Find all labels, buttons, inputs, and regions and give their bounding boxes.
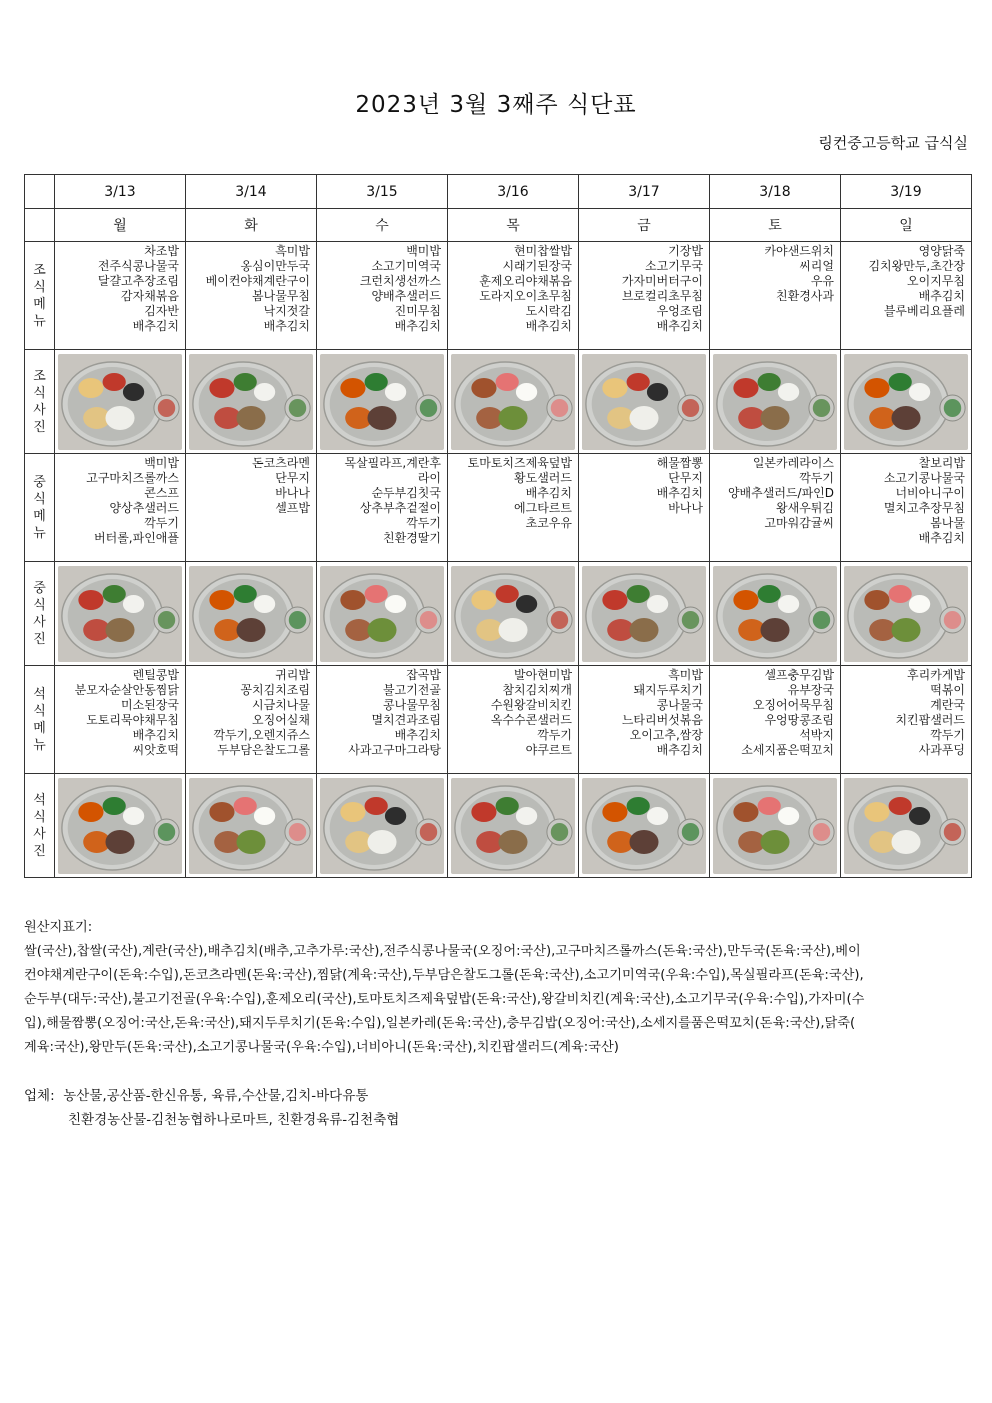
- photo-frame: [189, 566, 313, 662]
- photo-cell: [710, 774, 841, 878]
- origin-line: 계육:국산),왕만두(돈육:국산),소고기콩나물국(우육:수입),너비아니(돈육:국산),치킨팝샐러드(계육:국산): [24, 1040, 619, 1055]
- menu-item: 토마토치즈제육덮밥: [467, 456, 572, 470]
- menu-item: 찰보리밥: [918, 456, 965, 470]
- menu-item: 사과고구마그라탕: [348, 743, 441, 757]
- date-cell: 3/18: [710, 175, 841, 209]
- menu-item: 소고기콩나물국: [883, 471, 965, 485]
- vendor-info: [24, 1084, 399, 1132]
- photo-cell: [710, 562, 841, 666]
- menu-item: 바나나: [275, 486, 310, 500]
- menu-item: 후리카게밥: [907, 668, 965, 682]
- meal-photo: [451, 778, 575, 874]
- menu-item: 백미밥: [406, 244, 441, 258]
- menu-item: 콘스프: [144, 486, 179, 500]
- day-cell: 월: [55, 209, 186, 242]
- origin-line: 컨야채계란구이(돈육:수입),돈코츠라멘(돈육:국산),찜닭(계육:국산),두부담은찰도그롤(돈육:국산),소고기미역국(우육:수입),목실필라프(돈육:국산),: [24, 968, 864, 983]
- photo-cell: [579, 562, 710, 666]
- meal-photo: [713, 566, 837, 662]
- meal-photo: [451, 354, 575, 450]
- menu-item: 현미찹쌀밥: [514, 244, 572, 258]
- origin-notes: [24, 916, 974, 1060]
- menu-item: 씨리얼: [799, 259, 834, 273]
- photo-frame: [582, 354, 706, 450]
- menu-item: 차조밥: [144, 244, 179, 258]
- photo-cell: [186, 350, 317, 454]
- menu-item: 친환경사과: [776, 289, 834, 303]
- menu-item: 도시락김: [525, 304, 572, 318]
- photo-cell: [448, 350, 579, 454]
- photo-frame: [189, 354, 313, 450]
- menu-item: 소고기미역국: [371, 259, 441, 273]
- menu-item: 석박지: [799, 728, 834, 742]
- menu-item: 감자채볶음: [121, 289, 179, 303]
- photo-frame: [844, 566, 968, 662]
- meal-photo: [189, 566, 313, 662]
- menu-item: 흑미밥: [668, 668, 703, 682]
- date-cell: 3/13: [55, 175, 186, 209]
- menu-item: 봄나물: [930, 516, 965, 530]
- photo-cell: [317, 774, 448, 878]
- row-label-char: 중: [33, 474, 46, 490]
- meal-photo: [189, 778, 313, 874]
- row-label-char: 사: [33, 826, 46, 842]
- photo-frame: [320, 778, 444, 874]
- corner-cell: [25, 175, 55, 209]
- row-label-char: 메: [33, 508, 46, 524]
- menu-item: 초코우유: [525, 516, 572, 530]
- menu-item: 고마워감귤씨: [764, 516, 834, 530]
- meal-photo: [320, 566, 444, 662]
- menu-item: 기장밥: [668, 244, 703, 258]
- menu-item: 배추김치: [132, 319, 179, 333]
- row-label-char: 사: [33, 402, 46, 418]
- row-label-char: 메: [33, 720, 46, 736]
- menu-item: 해물짬뽕: [656, 456, 703, 470]
- menu-item: 백미밥: [144, 456, 179, 470]
- menu-item: 깍두기: [799, 471, 834, 485]
- menu-item: 발아현미밥: [514, 668, 572, 682]
- date-row: [25, 175, 972, 209]
- photo-frame: [582, 778, 706, 874]
- menu-cell: [317, 666, 448, 774]
- meal-photo: [844, 354, 968, 450]
- photo-frame: [451, 354, 575, 450]
- vendor-label: 업체:: [24, 1088, 55, 1104]
- menu-item: 깍두기: [930, 728, 965, 742]
- menu-item: 라이: [417, 471, 441, 485]
- menu-item: 씨앗호떡: [132, 743, 179, 757]
- photo-frame: [451, 566, 575, 662]
- menu-item: 영양닭죽: [918, 244, 965, 258]
- vendor-line-2: 친환경농산물-김천농협하나로마트, 친환경육류-김천축협: [68, 1112, 400, 1128]
- menu-cell: [55, 454, 186, 562]
- photo-frame: [320, 354, 444, 450]
- menu-cell: [55, 666, 186, 774]
- date-cell: 3/17: [579, 175, 710, 209]
- menu-item: 배추김치: [656, 319, 703, 333]
- row-label-char: 뉴: [33, 737, 46, 753]
- menu-item: 순두부김칫국: [371, 486, 441, 500]
- menu-item: 셀프밥: [275, 501, 310, 515]
- menu-cell: [841, 666, 972, 774]
- menu-item: 야쿠르트: [525, 743, 572, 757]
- menu-item: 에그타르트: [514, 501, 572, 515]
- menu-item: 오이고추,쌈장: [629, 728, 703, 742]
- meal-photo: [58, 778, 182, 874]
- photo-cell: [841, 350, 972, 454]
- meal-table: [24, 174, 972, 878]
- date-cell: 3/16: [448, 175, 579, 209]
- menu-item: 소세지품은떡꼬치: [741, 743, 834, 757]
- menu-item: 배추김치: [263, 319, 310, 333]
- menu-item: 꽁치김치조림: [240, 683, 310, 697]
- menu-item: 귀리밥: [275, 668, 310, 682]
- meal-photo: [320, 354, 444, 450]
- menu-cell: [55, 242, 186, 350]
- menu-item: 셀프충무김밥: [764, 668, 834, 682]
- menu-item: 배추김치: [525, 319, 572, 333]
- dinner-photo-row: [25, 774, 972, 878]
- photo-cell: [448, 774, 579, 878]
- menu-item: 브로컬리초무침: [621, 289, 703, 303]
- menu-item: 계란국: [930, 698, 965, 712]
- menu-item: 두부담은찰도그롤: [217, 743, 310, 757]
- menu-item: 깍두기: [144, 516, 179, 530]
- row-label-char: 조: [33, 368, 46, 384]
- meal-photo: [320, 778, 444, 874]
- menu-item: 돈코츠라멘: [252, 456, 310, 470]
- day-cell: 금: [579, 209, 710, 242]
- menu-item: 깍두기,오렌지쥬스: [213, 728, 310, 742]
- photo-cell: [579, 774, 710, 878]
- origin-line: 입),해물짬뽕(오징어:국산,돈육:국산),돼지두루치기(돈육:수입),일본카레(돈육:국산),충무김밥(오징어:국산),소세지를품은떡꼬치(돈육:국산),닭죽(: [24, 1016, 856, 1031]
- menu-cell: [579, 242, 710, 350]
- row-label-char: 식: [33, 597, 46, 613]
- menu-item: 시금치나물: [252, 698, 310, 712]
- menu-item: 미소된장국: [121, 698, 179, 712]
- lunch-menu-row: [25, 454, 972, 562]
- menu-item: 옹심이만두국: [240, 259, 310, 273]
- meal-photo: [582, 354, 706, 450]
- menu-item: 배추김치: [394, 728, 441, 742]
- breakfast-menu-row-label: [25, 242, 55, 350]
- menu-item: 수원왕갈비치킨: [490, 698, 572, 712]
- row-label-char: 조: [33, 262, 46, 278]
- menu-item: 깍두기: [406, 516, 441, 530]
- photo-cell: [579, 350, 710, 454]
- row-label-char: 진: [33, 631, 46, 647]
- dinner-menu-row-label: [25, 666, 55, 774]
- photo-frame: [58, 778, 182, 874]
- row-label-char: 석: [33, 792, 46, 808]
- meal-photo: [58, 354, 182, 450]
- row-label-char: 식: [33, 809, 46, 825]
- lunch-menu-row-label: [25, 454, 55, 562]
- menu-cell: [186, 454, 317, 562]
- menu-item: 오징어어묵무침: [752, 698, 834, 712]
- menu-item: 양상추샐러드: [109, 501, 179, 515]
- date-cell: 3/14: [186, 175, 317, 209]
- menu-item: 참치김치찌개: [502, 683, 572, 697]
- menu-item: 단무지: [668, 471, 703, 485]
- row-label-char: 식: [33, 703, 46, 719]
- menu-item: 일본카레라이스: [752, 456, 834, 470]
- menu-item: 치킨팝샐러드: [895, 713, 965, 727]
- row-label-char: 진: [33, 843, 46, 859]
- menu-cell: [710, 666, 841, 774]
- photo-frame: [844, 354, 968, 450]
- dinner-menu-row: [25, 666, 972, 774]
- menu-cell: [841, 454, 972, 562]
- origin-title: 원산지표기:: [24, 920, 93, 935]
- meal-photo: [844, 778, 968, 874]
- menu-item: 친환경딸기: [383, 531, 441, 545]
- menu-item: 시래기된장국: [502, 259, 572, 273]
- row-label-char: 진: [33, 419, 46, 435]
- photo-frame: [582, 566, 706, 662]
- menu-item: 훈제오리야채볶음: [479, 274, 572, 288]
- menu-item: 우유: [810, 274, 834, 288]
- photo-cell: [317, 562, 448, 666]
- menu-item: 배추김치: [918, 289, 965, 303]
- menu-item: 흑미밥: [275, 244, 310, 258]
- menu-item: 가자미버터구이: [621, 274, 703, 288]
- row-label-char: 식: [33, 491, 46, 507]
- menu-item: 콩나물무침: [383, 698, 441, 712]
- photo-frame: [58, 566, 182, 662]
- menu-item: 우엉조림: [656, 304, 703, 318]
- menu-item: 깍두기: [537, 728, 572, 742]
- menu-item: 김치왕만두,초간장: [868, 259, 965, 273]
- photo-frame: [844, 778, 968, 874]
- menu-cell: [579, 666, 710, 774]
- menu-item: 배추김치: [394, 319, 441, 333]
- origin-line: 쌀(국산),찹쌀(국산),계란(국산),배추김치(배추,고추가루:국산),전주식콩나물국(오징어:국산),고구마치즈롤까스(돈육:국산),만두국(돈육:국산),베이: [24, 944, 861, 959]
- breakfast-photo-row-label: [25, 350, 55, 454]
- menu-cell: [186, 666, 317, 774]
- menu-cell: [317, 454, 448, 562]
- photo-cell: [841, 562, 972, 666]
- photo-cell: [55, 562, 186, 666]
- meal-photo: [582, 566, 706, 662]
- menu-item: 단무지: [275, 471, 310, 485]
- row-label-char: 중: [33, 580, 46, 596]
- day-row: [25, 209, 972, 242]
- menu-item: 배추김치: [656, 486, 703, 500]
- day-cell: 목: [448, 209, 579, 242]
- photo-cell: [710, 350, 841, 454]
- menu-item: 사과푸딩: [918, 743, 965, 757]
- menu-item: 진미무침: [394, 304, 441, 318]
- photo-cell: [448, 562, 579, 666]
- menu-item: 옥수수콘샐러드: [490, 713, 572, 727]
- menu-item: 버터롤,파인애플: [94, 531, 179, 545]
- day-cell: 일: [841, 209, 972, 242]
- row-label-char: 뉴: [33, 525, 46, 541]
- menu-item: 렌틸콩밥: [132, 668, 179, 682]
- menu-item: 돼지두루치기: [633, 683, 703, 697]
- menu-item: 배추김치: [918, 531, 965, 545]
- menu-item: 왕새우튀김: [776, 501, 834, 515]
- row-label-char: 메: [33, 296, 46, 312]
- photo-cell: [55, 774, 186, 878]
- photo-cell: [841, 774, 972, 878]
- menu-item: 오징어실채: [252, 713, 310, 727]
- photo-frame: [189, 778, 313, 874]
- menu-cell: [448, 242, 579, 350]
- menu-item: 크런치생선까스: [359, 274, 441, 288]
- menu-item: 소고기무국: [645, 259, 703, 273]
- menu-item: 블루베리요플레: [883, 304, 965, 318]
- menu-item: 양배추샐러드: [371, 289, 441, 303]
- menu-item: 떡볶이: [930, 683, 965, 697]
- menu-item: 상추부추겉절이: [359, 501, 441, 515]
- meal-photo: [713, 778, 837, 874]
- menu-item: 잡곡밥: [406, 668, 441, 682]
- menu-cell: [317, 242, 448, 350]
- menu-item: 배추김치: [525, 486, 572, 500]
- menu-item: 불고기전골: [383, 683, 441, 697]
- breakfast-photo-row: [25, 350, 972, 454]
- menu-item: 배추김치: [132, 728, 179, 742]
- menu-item: 분모자순살안동찜닭: [74, 683, 179, 697]
- lunch-photo-row: [25, 562, 972, 666]
- menu-item: 목살필라프,계란후: [344, 456, 441, 470]
- school-name: 링컨중고등학교 급식실: [818, 134, 968, 152]
- menu-item: 도라지오이초무침: [479, 289, 572, 303]
- menu-item: 멸치견과조림: [371, 713, 441, 727]
- meal-photo: [189, 354, 313, 450]
- meal-photo: [844, 566, 968, 662]
- menu-item: 도토리묵야채무침: [86, 713, 179, 727]
- photo-frame: [713, 354, 837, 450]
- menu-item: 봄나물무침: [252, 289, 310, 303]
- photo-frame: [713, 778, 837, 874]
- menu-cell: [579, 454, 710, 562]
- menu-item: 양배추샐러드/파인D: [727, 486, 834, 500]
- photo-frame: [320, 566, 444, 662]
- corner-cell: [25, 209, 55, 242]
- menu-item: 바나나: [668, 501, 703, 515]
- row-label-char: 석: [33, 686, 46, 702]
- menu-item: 베이컨야채계란구이: [205, 274, 310, 288]
- lunch-photo-row-label: [25, 562, 55, 666]
- menu-cell: [710, 242, 841, 350]
- photo-frame: [58, 354, 182, 450]
- menu-cell: [448, 666, 579, 774]
- meal-photo: [582, 778, 706, 874]
- dinner-photo-row-label: [25, 774, 55, 878]
- row-label-char: 식: [33, 279, 46, 295]
- menu-item: 황도샐러드: [514, 471, 572, 485]
- menu-item: 김자반: [144, 304, 179, 318]
- photo-cell: [186, 562, 317, 666]
- menu-cell: [448, 454, 579, 562]
- photo-frame: [451, 778, 575, 874]
- menu-item: 콩나물국: [656, 698, 703, 712]
- row-label-char: 식: [33, 385, 46, 401]
- menu-item: 멸치고추장무침: [883, 501, 965, 515]
- menu-item: 배추김치: [656, 743, 703, 757]
- photo-cell: [55, 350, 186, 454]
- menu-item: 달걀고추장조림: [97, 274, 179, 288]
- menu-cell: [710, 454, 841, 562]
- menu-item: 카야샌드위치: [764, 244, 834, 258]
- menu-item: 너비아니구이: [895, 486, 965, 500]
- photo-cell: [186, 774, 317, 878]
- menu-item: 고구마치즈롤까스: [86, 471, 179, 485]
- meal-photo: [713, 354, 837, 450]
- menu-item: 전주식콩나물국: [97, 259, 179, 273]
- menu-item: 오이지무침: [907, 274, 965, 288]
- menu-item: 우엉땅콩조림: [764, 713, 834, 727]
- row-label-char: 사: [33, 614, 46, 630]
- meal-photo: [58, 566, 182, 662]
- day-cell: 수: [317, 209, 448, 242]
- page-title: 2023년 3월 3째주 식단표: [355, 92, 637, 118]
- menu-item: 유부장국: [787, 683, 834, 697]
- photo-frame: [713, 566, 837, 662]
- photo-cell: [317, 350, 448, 454]
- origin-line: 순두부(대두:국산),불고기전골(우육:수입),훈제오리(국산),토마토치즈제육덮밥(돈육:국산),왕갈비치킨(계육:국산),소고기무국(우육:수입),가자미(수: [24, 992, 865, 1007]
- row-label-char: 뉴: [33, 313, 46, 329]
- date-cell: 3/19: [841, 175, 972, 209]
- day-cell: 토: [710, 209, 841, 242]
- day-cell: 화: [186, 209, 317, 242]
- breakfast-menu-row: [25, 242, 972, 350]
- menu-cell: [841, 242, 972, 350]
- menu-cell: [186, 242, 317, 350]
- date-cell: 3/15: [317, 175, 448, 209]
- menu-item: 느타리버섯볶음: [621, 713, 703, 727]
- menu-item: 낙지젓갈: [263, 304, 310, 318]
- vendor-line-1: 농산물,공산품-한신유통, 육류,수산물,김치-바다유통: [63, 1088, 369, 1104]
- meal-photo: [451, 566, 575, 662]
